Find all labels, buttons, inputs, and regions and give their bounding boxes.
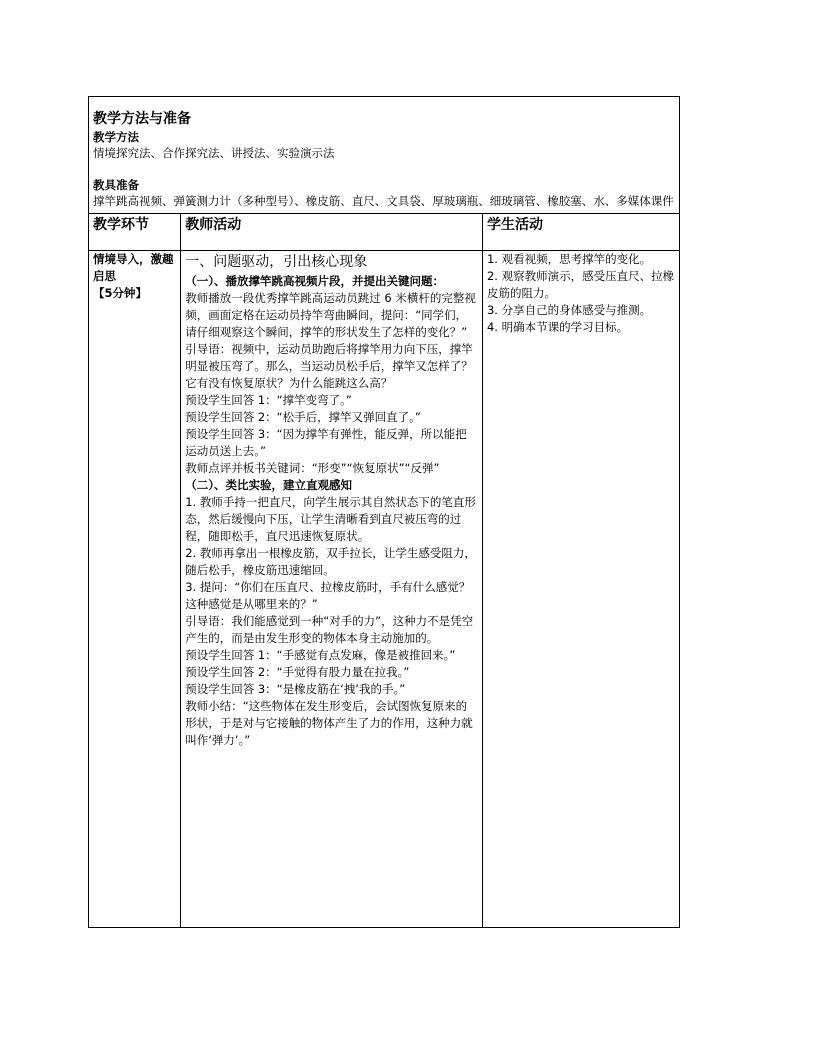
header-row: [89, 214, 680, 251]
teacher-line: 预设学生回答 3：“是橡皮筋在‘拽’我的手。”: [185, 682, 406, 696]
student-item: 2. 观察教师演示，感受压直尺、拉橡皮筋的阻力。: [486, 269, 675, 300]
teacher-line: 预设学生回答 1：“手感觉有点发麻，像是被推回来。”: [185, 648, 456, 662]
teacher-line: 2. 教师再拿出一根橡皮筋，双手拉长，让学生感受阻力，随后松手，橡皮筋迅速缩回。: [185, 546, 476, 577]
teacher-line: 教师点评并板书关键词：“形变”“恢复原状”“反弹”: [185, 461, 440, 475]
header-stage: 教学环节: [89, 214, 181, 251]
content-row: [89, 251, 680, 928]
student-item: 4. 明确本节课的学习目标。: [486, 320, 629, 334]
student-cell: [482, 251, 679, 928]
tools-text: 撑竿跳高视频、弹簧测力计（多种型号）、橡皮筋、直尺、文具袋、厚玻璃瓶、细玻璃管、橡胶塞、水、多媒体课件: [93, 194, 674, 208]
teacher-cell: [181, 251, 483, 928]
stage-cell: [89, 251, 181, 928]
teacher-heading: 一、问题驱动，引出核心现象: [185, 254, 368, 270]
stage-time: 【5分钟】: [93, 286, 148, 300]
teacher-line: （二）、类比实验，建立直观感知: [185, 478, 352, 492]
methods-heading: 教学方法: [93, 130, 139, 144]
lesson-plan-table: [88, 96, 680, 928]
methods-text: 情境探究法、合作探究法、讲授法、实验演示法: [93, 146, 335, 160]
teacher-line: 预设学生回答 1：“撑竿变弯了。”: [185, 393, 352, 407]
header-teacher: 教师活动: [181, 214, 483, 251]
teacher-lines: [185, 273, 478, 749]
student-item: 3. 分享自己的身体感受与推测。: [486, 303, 652, 317]
methods-row: [89, 97, 680, 214]
student-items: [487, 251, 675, 336]
teacher-line: 引导语：视频中，运动员助跑后将撑竿用力向下压，撑竿明显被压弯了。那么，当运动员松手后，撑竿又怎样了？它有没有恢复原状？为什么能跳这么高？: [185, 342, 473, 390]
teacher-line: 预设学生回答 2：“手觉得有股力量在拉我。”: [185, 665, 410, 679]
teacher-line: 预设学生回答 3：“因为撑竿有弹性，能反弹，所以能把运动员送上去。”: [185, 427, 467, 458]
lesson-plan-page: [88, 96, 680, 928]
teacher-line: 3. 提问：“你们在压直尺、拉橡皮筋时，手有什么感觉？这种感觉是从哪里来的？”: [185, 580, 471, 611]
teacher-line: 教师小结：“这些物体在发生形变后，会试图恢复原来的形状，于是对与它接触的物体产生了力的作用，这种力就叫作‘弹力’。”: [185, 699, 473, 747]
teacher-line: 1. 教师手持一把直尺，向学生展示其自然状态下的笔直形态，然后缓慢向下压，让学生清晰看到直尺被压弯的过程，随即松手，直尺迅速恢复原状。: [185, 495, 476, 543]
teacher-line: 预设学生回答 2：“松手后，撑竿又弹回直了。”: [185, 410, 421, 424]
stage-name: 情境导入，激趣启思: [93, 252, 174, 283]
header-student: 学生活动: [482, 214, 679, 251]
student-item: 1. 观看视频，思考撑竿的变化。: [486, 252, 652, 266]
teacher-line: （一）、播放撑竿跳高视频片段，并提出关键问题：: [185, 274, 444, 288]
teacher-line: 引导语：我们能感觉到一种“对手的力”，这种力不是凭空产生的，而是由发生形变的物体本身主动施加的。: [185, 614, 474, 645]
teacher-line: 教师播放一段优秀撑竿跳高运动员跳过 6 米横杆的完整视频，画面定格在运动员持竿弯曲瞬间，提问：“同学们，请仔细观察这个瞬间，撑竿的形状发生了怎样的变化？”: [185, 291, 476, 339]
tools-heading: 教具准备: [93, 178, 139, 192]
methods-cell: [89, 97, 680, 214]
section-title: 教学方法与准备: [93, 111, 191, 127]
